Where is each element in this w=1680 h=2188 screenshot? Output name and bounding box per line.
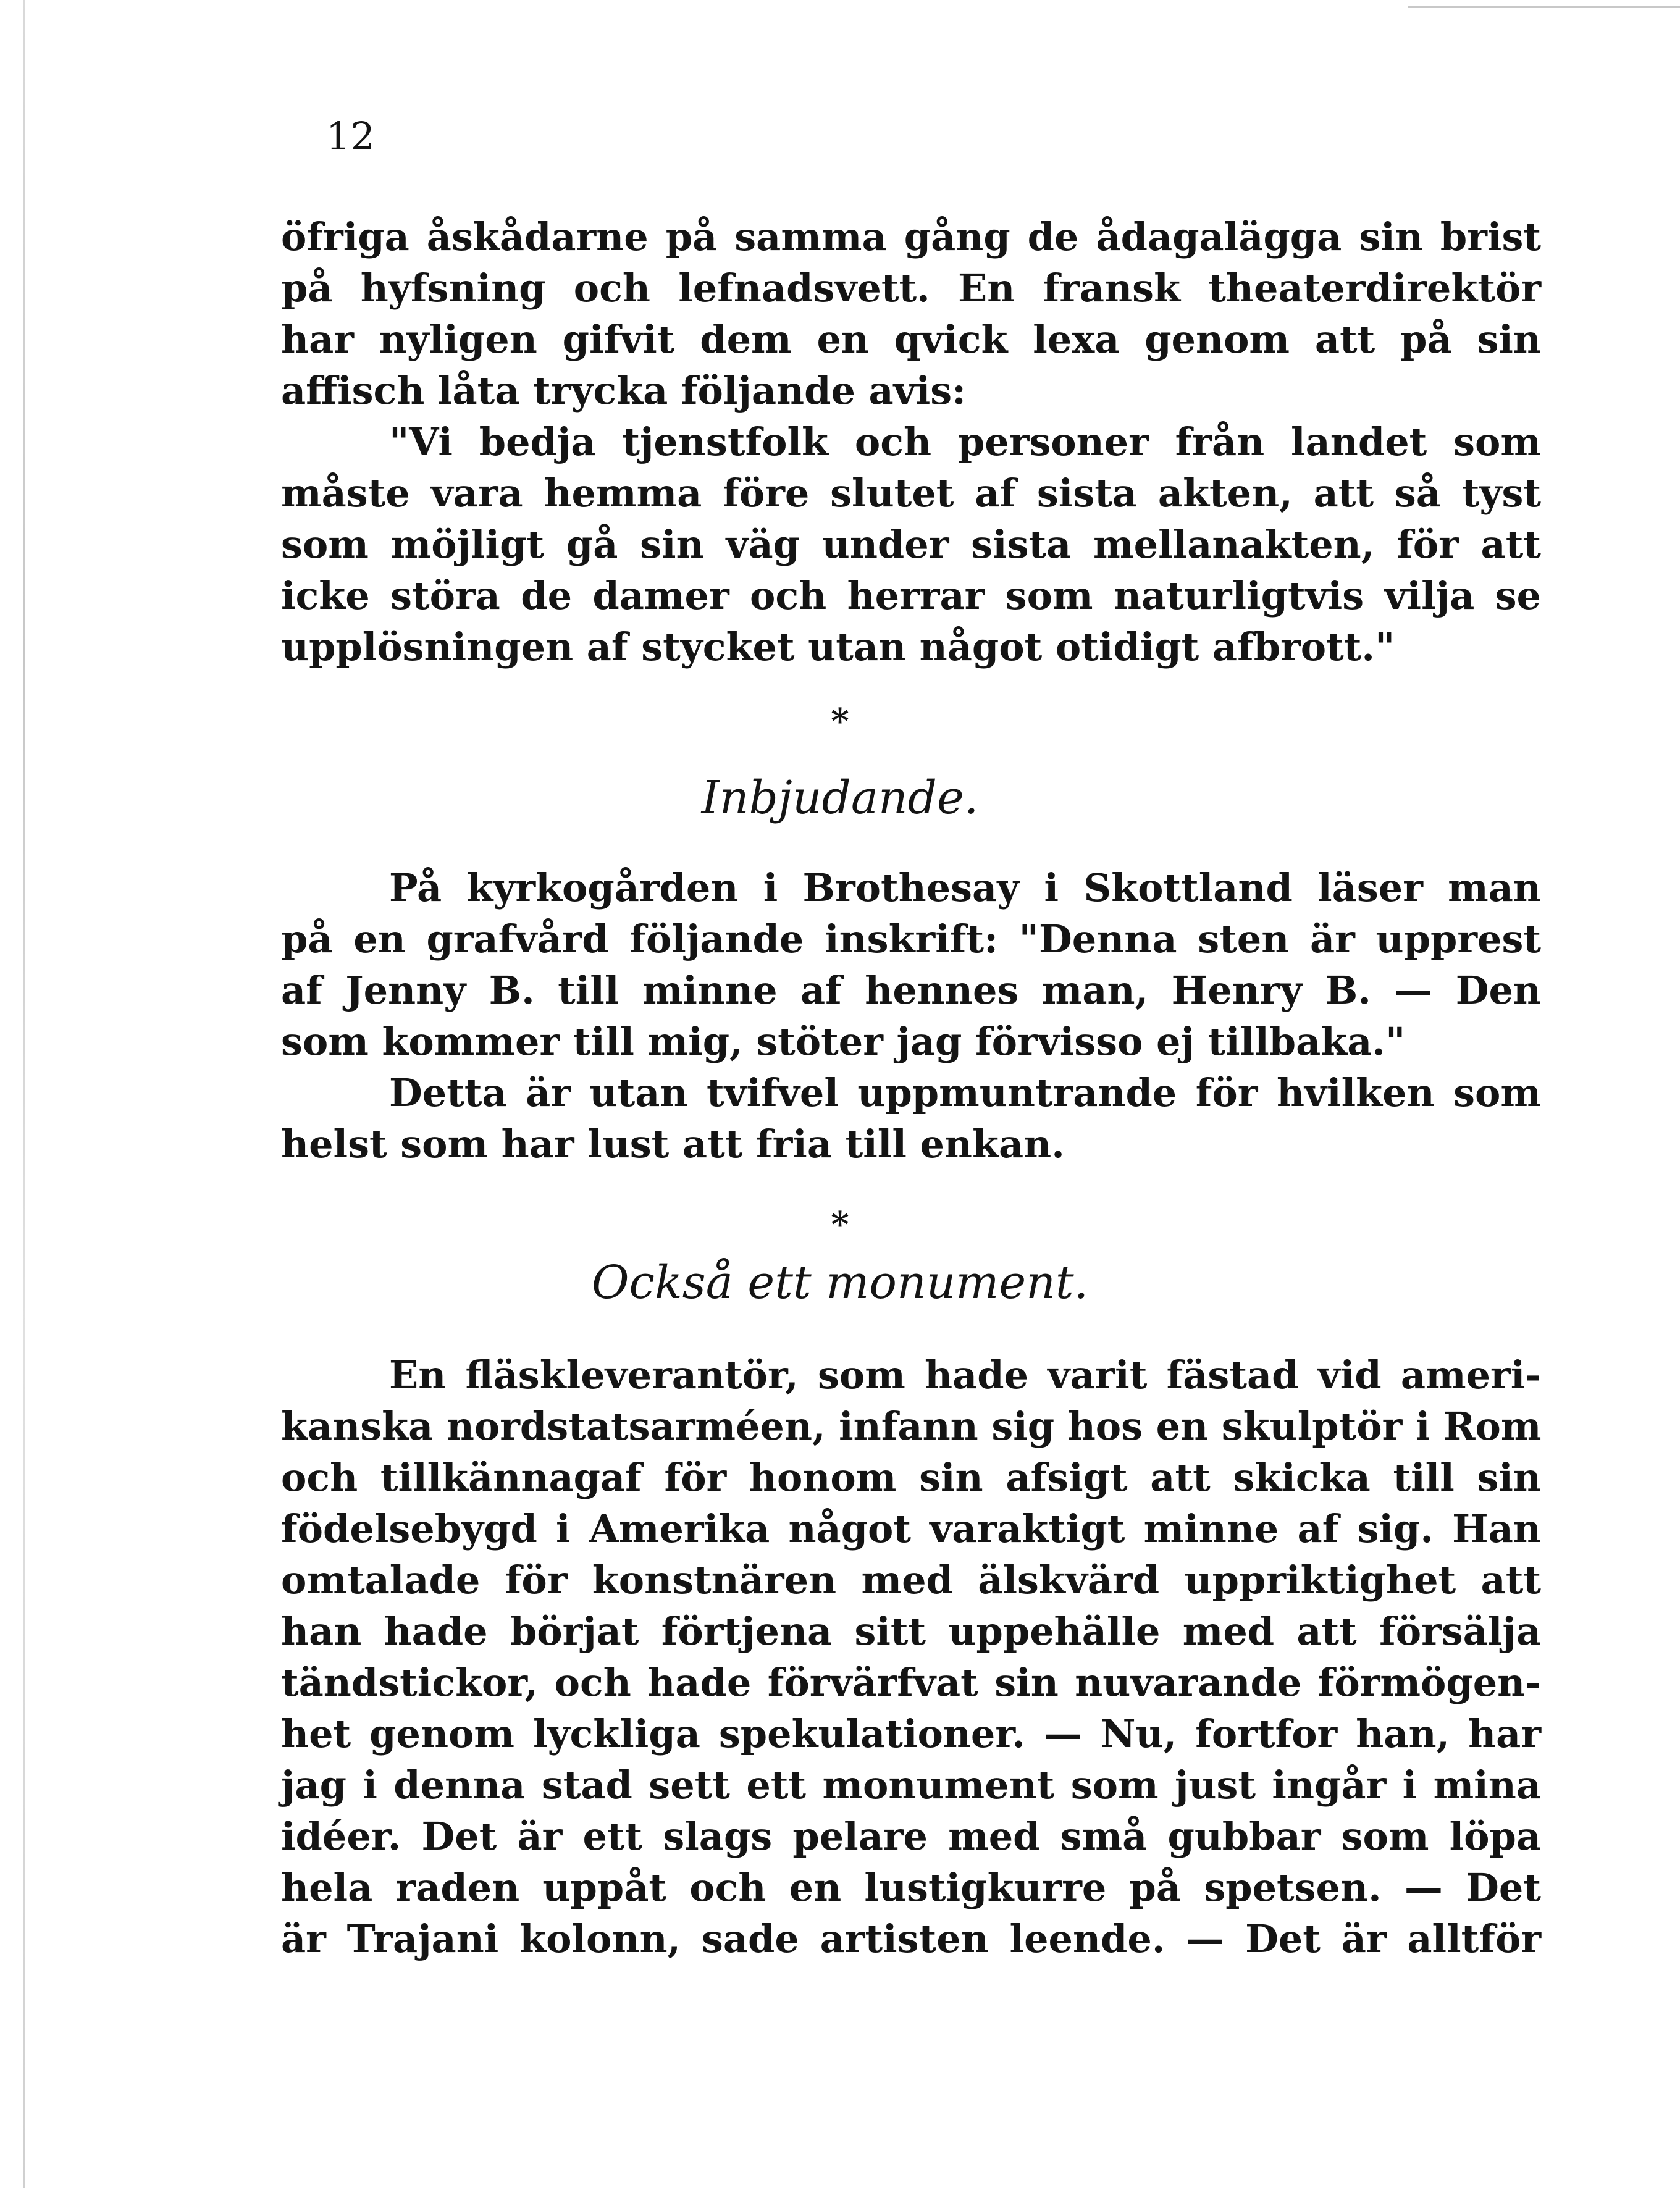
page-edge-shadow [23, 0, 25, 2188]
page-edge-line [1408, 6, 1680, 8]
text-line: på en grafvård följande inskrift: "Denna sten är upprest [281, 916, 1541, 962]
text-line: "Vi bedja tjenstfolk och personer från landet som [389, 419, 1541, 464]
text-line: och tillkännagaf för honom sin afsigt att skicka till sin [281, 1455, 1541, 1500]
text-line: födelsebygd i Amerika något varaktigt minne af sig. Han [281, 1506, 1541, 1551]
text-line: som kommer till mig, stöter jag förvisso ej tillbaka." [281, 1019, 1406, 1064]
text-line: På kyrkogården i Brothesay i Skottland läser man [389, 865, 1541, 910]
text-line: han hade börjat förtjena sitt uppehälle med att försälja [281, 1609, 1541, 1654]
text-line: Detta är utan tvifvel uppmuntrande för hvilken som [389, 1070, 1541, 1115]
text-line: affisch låta trycka följande avis: [281, 368, 967, 413]
text-line: helst som har lust att fria till enkan. [281, 1121, 1065, 1167]
paragraph-4 [281, 1067, 1541, 1170]
page-number: 12 [326, 114, 375, 159]
section-divider-asterisk: * [831, 1204, 849, 1245]
text-line: på hyfsning och lefnadsvett. En fransk theaterdirektör [281, 266, 1541, 311]
text-line: jag i denna stad sett ett monument som just ingår i mina [281, 1763, 1541, 1808]
paragraph-1 [281, 211, 1541, 416]
text-line: öfriga åskådarne på samma gång de ådagalägga sin brist [281, 214, 1541, 259]
text-line: är Trajani kolonn, sade artisten leende. — Det är alltför [281, 1916, 1541, 1961]
text-line: hela raden uppåt och en lustigkurre på spetsen. — Det [281, 1865, 1541, 1910]
paragraph-5 [281, 1349, 1541, 1964]
text-line: idéer. Det är ett slags pelare med små gubbar som löpa [281, 1814, 1541, 1859]
text-line: kanska nordstatsarméen, infann sig hos en skulptör i Rom [281, 1404, 1542, 1449]
text-line: af Jenny B. till minne af hennes man, Henry B. — Den [281, 968, 1541, 1013]
text-line: icke störa de damer och herrar som naturligtvis vilja se [281, 573, 1541, 618]
text-line: het genom lyckliga spekulationer. — Nu, fortfor han, har [281, 1711, 1541, 1756]
text-line: tändstickor, och hade förvärfvat sin nuvarande förmögen- [281, 1660, 1541, 1705]
section-heading-ocksa-ett-monument: Också ett monument. [591, 1256, 1089, 1309]
text-line: som möjligt gå sin väg under sista mellanakten, för att [281, 522, 1541, 567]
paragraph-3 [281, 862, 1541, 1067]
text-line: En fläskleverantör, som hade varit fästad vid ameri- [389, 1352, 1541, 1398]
text-line: upplösningen af stycket utan något otidigt afbrott." [281, 624, 1395, 669]
text-line: omtalade för konstnären med älskvärd uppriktighet att [281, 1557, 1541, 1603]
section-heading-inbjudande: Inbjudande. [701, 771, 979, 824]
section-divider-asterisk: * [831, 701, 849, 742]
text-line: har nyligen gifvit dem en qvick lexa genom att på sin [281, 317, 1541, 362]
text-line: måste vara hemma före slutet af sista akten, att så tyst [281, 471, 1541, 516]
paragraph-2-quote [281, 416, 1541, 673]
